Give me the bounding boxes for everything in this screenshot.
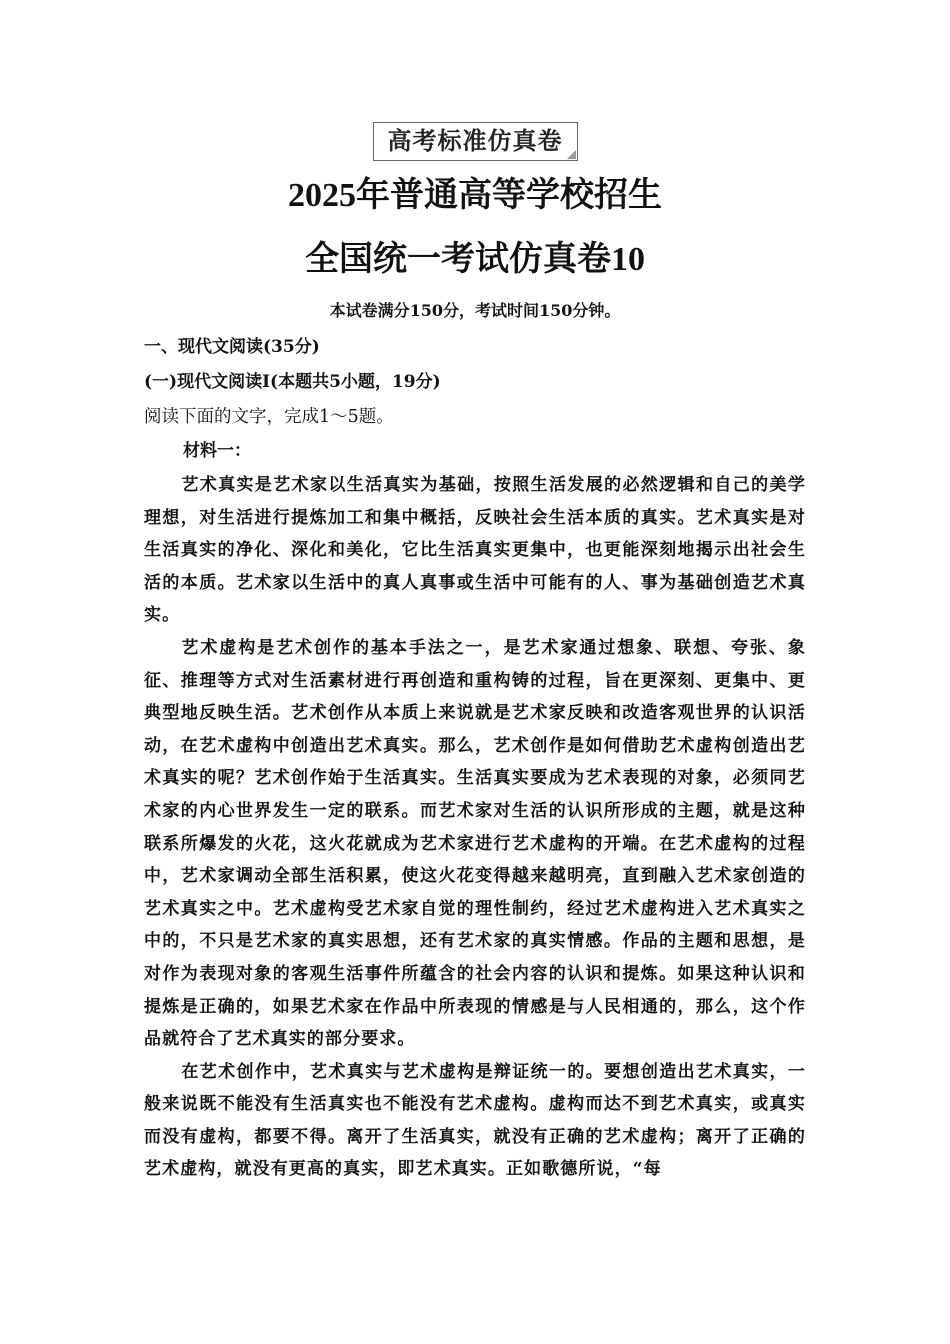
section-heading: 一、现代文阅读(35分): [144, 337, 320, 357]
subsection-heading: (一)现代文阅读Ⅰ(本题共5小题，19分): [144, 372, 441, 392]
exam-note: 本试卷满分150分，考试时间150分钟。: [329, 301, 621, 320]
passage-paragraph-2: 艺术虚构是艺术创作的基本手法之一，是艺术家通过想象、联想、夸张、象征、推理等方式对生活素材进行再创造和重构铸的过程，旨在更深刻、更集中、更典型地反映生活。艺术创作从本质上来说就是艺术家反映和改造客观世界的认识活动，在艺术虚构中创造出艺术真实。那么，艺术创作是如何借助艺术虚构创造出艺术真实的呢？艺术创作始于生活真实。生活真实要成为艺术表现的对象，必须同艺术家的内心世界发生一定的联系。而艺术家对生活的认识所形成的主题，就是这种联系所爆发的火花，这火花就成为艺术家进行艺术虚构的开端。在艺术虚构的过程中，艺术家调动全部生活积累，使这火花变得越来越明亮，直到融入艺术家创造的艺术真实之中。艺术虚构受艺术家自觉的理性制约，经过艺术虚构进入艺术真实之中的，不只是艺术家的真实思想，还有艺术家的真实情感。作品的主题和思想，是对作为表现对象的客观生活事件所蕴含的社会内容的认识和提炼。如果这种认识和提炼是正确的，如果艺术家在作品中所表现的情感是与人民相通的，那么，这个作品就符合了艺术真实的部分要求。: [144, 637, 806, 1050]
passage-paragraph-3: 在艺术创作中，艺术真实与艺术虚构是辩证统一的。要想创造出艺术真实，一般来说既不能没有生活真实也不能没有艺术虚构。虚构而达不到艺术真实，或真实而没有虚构，都要不得。离开了生活真实，就没有正确的艺术虚构；离开了正确的艺术虚构，就没有更高的真实，即艺术真实。正如歌德所说，“每: [144, 1061, 806, 1180]
material-label: 材料一：: [183, 441, 251, 461]
exam-type-badge: 高考标准仿真卷: [373, 122, 578, 161]
passage-body: [144, 469, 806, 1186]
exam-title-line2: 全国统一考试仿真卷10: [305, 241, 645, 278]
passage-paragraph-1: 艺术真实是艺术家以生活真实为基础，按照生活发展的必然逻辑和自己的美学理想，对生活进行提炼加工和集中概括，反映社会生活本质的真实。艺术真实是对生活真实的净化、深化和美化，它比生活真实更集中，也更能深刻地揭示出社会生活的本质。艺术家以生活中的真人真事或生活中可能有的人、事为基础创造艺术真实。: [144, 475, 806, 626]
reading-instruction: 阅读下面的文字，完成1～5题。: [144, 407, 394, 427]
exam-title-line1: 2025年普通高等学校招生: [288, 177, 662, 214]
badge-container: [0, 122, 950, 161]
